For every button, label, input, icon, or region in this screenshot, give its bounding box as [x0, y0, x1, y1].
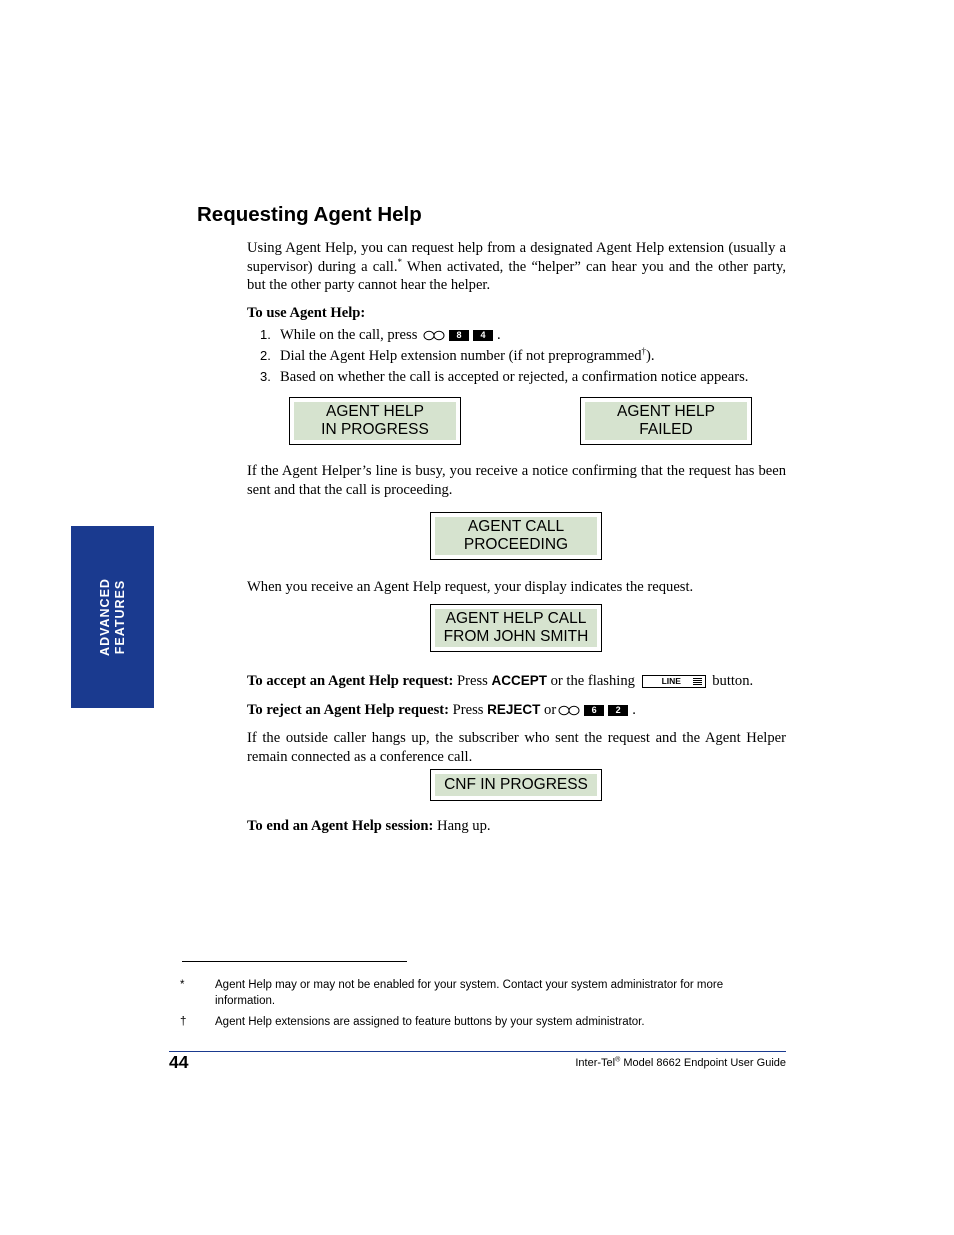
- receive-paragraph: When you receive an Agent Help request, your display indicates the request.: [247, 579, 694, 595]
- key-4: 4: [473, 330, 493, 341]
- accept-text: Press: [453, 673, 492, 689]
- reject-end: .: [632, 702, 636, 718]
- intro-paragraph: [247, 239, 786, 295]
- side-tab-line: ADVANCED: [97, 578, 112, 656]
- feature-key-icon: [558, 705, 580, 716]
- display-failed: [580, 397, 752, 445]
- step-number: 3.: [260, 369, 271, 384]
- reject-key: REJECT: [487, 702, 541, 717]
- page-title: Requesting Agent Help: [197, 203, 422, 226]
- footnote-text: Agent Help extensions are assigned to feature buttons by your system administrator.: [215, 1016, 645, 1028]
- display-line: AGENT HELP: [326, 403, 424, 420]
- footnote-ref: *: [397, 256, 402, 267]
- line-key-label: LINE: [661, 676, 681, 687]
- display-line: IN PROGRESS: [321, 421, 429, 438]
- display-cnf: [430, 769, 602, 801]
- display-line: FROM JOHN SMITH: [443, 628, 589, 645]
- display-in-progress: [289, 397, 461, 445]
- accept-key: ACCEPT: [491, 673, 547, 688]
- display-line: AGENT HELP: [617, 403, 715, 420]
- end-label: To end an Agent Help session:: [247, 818, 434, 834]
- reject-text: or: [540, 702, 557, 718]
- step-end: ).: [646, 348, 655, 364]
- step-number: 2.: [260, 348, 271, 363]
- page-number: 44: [169, 1052, 189, 1072]
- reject-label: To reject an Agent Help request:: [247, 702, 449, 718]
- footnote-mark: *: [180, 979, 185, 991]
- intro-text: Using Agent Help, you can request help from a designated Agent Help extension (usually a supervisor) during a call.: [247, 240, 786, 275]
- accept-label: To accept an Agent Help request:: [247, 673, 454, 689]
- line-key-icon: [642, 675, 706, 688]
- footer-guide-title: [575, 1057, 786, 1069]
- footnote-mark: †: [180, 1016, 187, 1028]
- section-side-tab: [71, 526, 154, 708]
- key-2: 2: [608, 705, 628, 716]
- footer-divider: [169, 1051, 786, 1052]
- step-number: 1.: [260, 327, 271, 342]
- feature-key-icon: [423, 330, 445, 341]
- step-end: .: [497, 327, 501, 343]
- accept-instruction: [247, 672, 786, 691]
- accept-text: button.: [712, 673, 754, 689]
- busy-paragraph: If the Agent Helper’s line is busy, you receive a notice confirming that the request has been sent and that the call is proceeding.: [247, 463, 786, 498]
- footer-rest: Model 8662 Endpoint User Guide: [620, 1057, 786, 1069]
- display-line: AGENT CALL: [467, 518, 565, 535]
- hangup-paragraph: If the outside caller hangs up, the subscriber who sent the request and the Agent Helper remain connected as a conference call.: [247, 730, 786, 765]
- footnote-text: Agent Help may or may not be enabled for your system. Contact your system administrator for more information.: [215, 979, 724, 1007]
- footnote-ref: †: [641, 346, 647, 357]
- key-8: 8: [449, 330, 469, 341]
- accept-text: or the flashing: [546, 673, 635, 689]
- end-text: Hang up.: [433, 818, 491, 834]
- display-proceeding: [430, 512, 602, 560]
- display-line: CNF IN PROGRESS: [444, 776, 588, 793]
- side-tab-line: FEATURES: [112, 579, 127, 655]
- use-heading: To use Agent Help:: [247, 305, 366, 321]
- display-line: PROCEEDING: [463, 536, 569, 553]
- step-text: Based on whether the call is accepted or rejected, a confirmation notice appears.: [280, 369, 749, 385]
- display-line: AGENT HELP CALL: [445, 610, 587, 627]
- footer-reg: ®: [615, 1056, 621, 1064]
- footnote-divider: [182, 961, 407, 962]
- step-text: While on the call, press: [280, 327, 418, 343]
- step-3: [260, 368, 748, 386]
- step-text: Dial the Agent Help extension number (if not preprogrammed: [280, 348, 642, 364]
- display-line: FAILED: [639, 421, 693, 438]
- key-6: 6: [584, 705, 604, 716]
- intro-text-cont: When activated, the “helper” can hear you and the other party, but the other party cannot hear the helper.: [247, 258, 786, 293]
- display-from-caller: [430, 604, 602, 652]
- step-1: [260, 326, 501, 344]
- end-instruction: [247, 817, 786, 836]
- reject-instruction: [247, 701, 786, 720]
- reject-text: Press: [449, 702, 488, 718]
- footer-brand: Inter-Tel: [575, 1057, 616, 1069]
- step-2: [260, 347, 655, 365]
